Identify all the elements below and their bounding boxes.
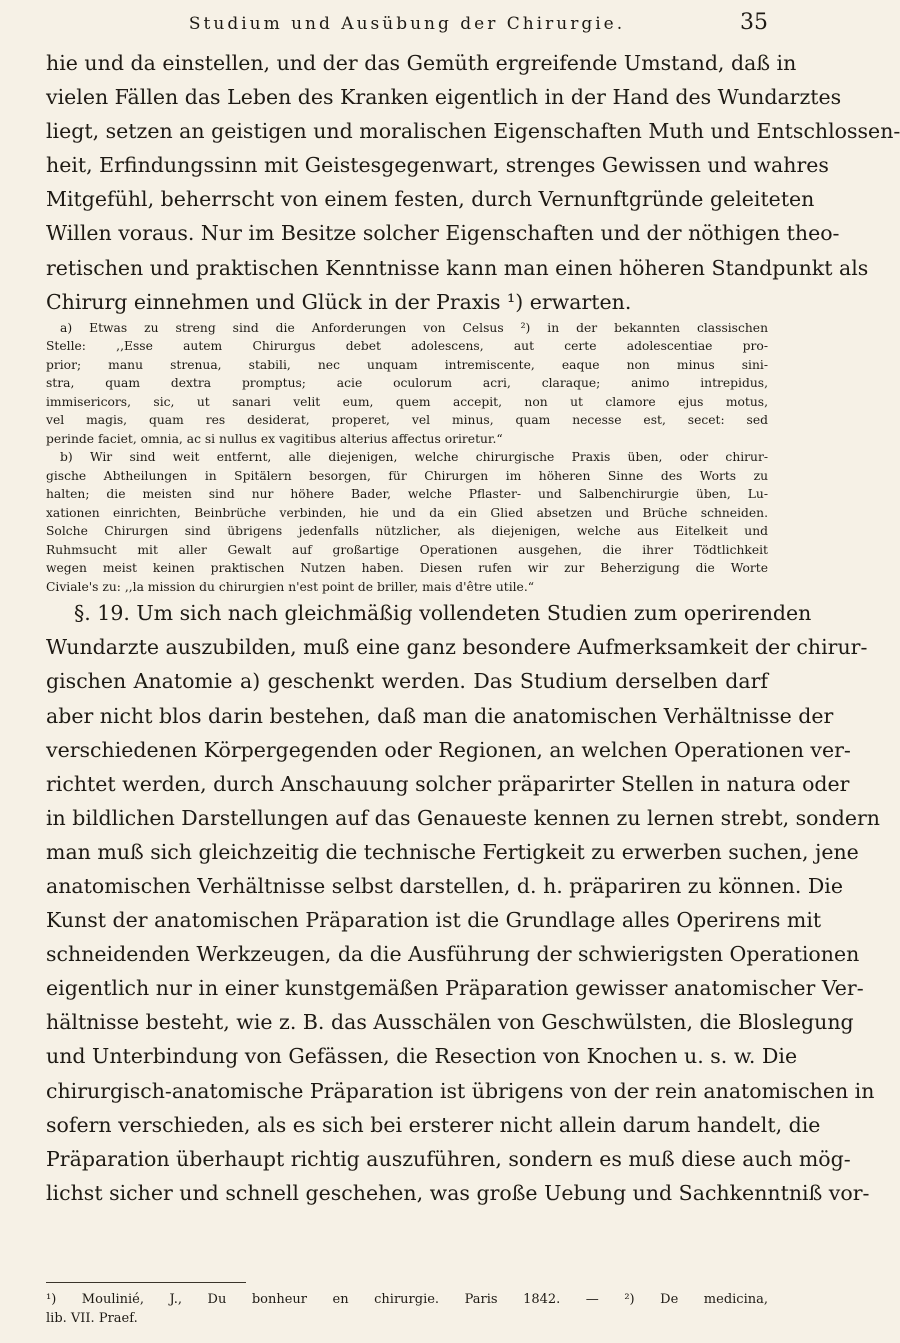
text-line: hältnisse besteht, wie z. B. das Ausschälen von Geschwülsten, die Bloslegung <box>46 1010 854 1035</box>
running-header <box>46 10 768 40</box>
text-line: heit, Erfindungssinn mit Geistesgegenwart, strenges Gewissen und wahres <box>46 153 829 178</box>
note-line: vel magis, quam res desiderat, properet, vel minus, quam necesse est, secet: sed <box>46 413 768 428</box>
text-line: eigentlich nur in einer kunstgemäßen Präparation gewisser anatomischer Ver- <box>46 976 864 1001</box>
text-line: Präparation überhaupt richtig auszuführen, sondern es muß diese auch mög- <box>46 1146 851 1171</box>
note-line: Civiale's zu: ,,la mission du chirurgien n'est point de briller, mais d'être utile.“ <box>46 579 535 594</box>
note-line: halten; die meisten sind nur höhere Bader, welche Pflaster- und Salbenchirurgie üben, Lu- <box>46 487 768 502</box>
note-line: wegen meist keinen praktischen Nutzen haben. Diesen rufen wir zur Beherzigung die Worte <box>46 561 768 576</box>
note-line: b) Wir sind weit entfernt, alle diejenigen, welche chirurgische Praxis üben, oder chirur- <box>60 450 768 465</box>
text-line: Willen voraus. Nur im Besitze solcher Eigenschaften und der nöthigen theo- <box>46 221 840 246</box>
text-line: Wundarzte auszubilden, muß eine ganz besondere Aufmerksamkeit der chirur- <box>46 635 868 660</box>
text-line: in bildlichen Darstellungen auf das Genaueste kennen zu lernen strebt, sondern <box>46 805 880 830</box>
text-line: §. 19. Um sich nach gleichmäßig vollendeten Studien zum operirenden <box>74 601 812 626</box>
note-line: Ruhmsucht mit aller Gewalt auf großartige Operationen ausgehen, die ihrer Tödtlichkeit <box>46 542 768 557</box>
note-line: perinde faciet, omnia, ac si nullus ex vagitibus alterius affectus oriretur.“ <box>46 431 503 446</box>
text-line: gischen Anatomie a) geschenkt werden. Das Studium derselben darf <box>46 669 768 694</box>
text-line: lichst sicher und schnell geschehen, was große Uebung und Sachkenntniß vor- <box>46 1180 870 1205</box>
note-line: a) Etwas zu streng sind die Anforderungen von Celsus ²) in der bekannten classischen <box>60 320 768 335</box>
footnote-line: ¹) Moulinié, J., Du bonheur en chirurgie. Paris 1842. — ²) De medicina, <box>46 1292 768 1307</box>
text-line: chirurgisch-anatomische Präparation ist übrigens von der rein anatomischen in <box>46 1078 875 1103</box>
footnote-line: lib. VII. Praef. <box>46 1311 138 1326</box>
text-line: verschiedenen Körpergegenden oder Regionen, an welchen Operationen ver- <box>46 737 851 762</box>
section-19-paragraph <box>46 596 880 1210</box>
page-body <box>46 46 900 1210</box>
text-line: retischen und praktischen Kenntnisse kann man einen höheren Standpunkt als <box>46 255 869 280</box>
note-b <box>46 448 768 596</box>
note-a <box>46 319 768 449</box>
text-line: Chirurg einnehmen und Glück in der Praxis ¹) erwarten. <box>46 289 632 314</box>
note-line: Stelle: ,,Esse autem Chirurgus debet adolescens, aut certe adolescentiae pro- <box>46 339 768 354</box>
text-line: sofern verschieden, als es sich bei ersterer nicht allein darum handelt, die <box>46 1112 821 1137</box>
page-number: 35 <box>740 10 768 35</box>
text-line: vielen Fällen das Leben des Kranken eigentlich in der Hand des Wundarztes <box>46 85 842 110</box>
footnote-divider <box>46 1282 246 1283</box>
text-line: aber nicht blos darin bestehen, daß man die anatomischen Verhältnisse der <box>46 703 834 728</box>
text-line: schneidenden Werkzeugen, da die Ausführung der schwierigsten Operationen <box>46 942 860 967</box>
main-paragraph <box>46 46 900 319</box>
note-line: xationen einrichten, Beinbrüche verbinden, hie und da ein Glied absetzen und Brüche schneiden. <box>46 505 768 520</box>
text-line: anatomischen Verhältnisse selbst darstellen, d. h. präpariren zu können. Die <box>46 874 843 898</box>
text-line: und Unterbindung von Gefässen, die Resection von Knochen u. s. w. Die <box>46 1044 798 1069</box>
note-line: immisericors, sic, ut sanari velit eum, quem accepit, non ut clamore ejus motus, <box>46 394 768 409</box>
text-line: man muß sich gleichzeitig die technische Fertigkeit zu erwerben suchen, jene <box>46 839 859 864</box>
note-line: prior; manu strenua, stabili, nec unquam intremiscente, eaque non minus sini- <box>46 357 768 372</box>
text-line: Mitgefühl, beherrscht von einem festen, durch Vernunftgründe geleiteten <box>46 187 815 212</box>
note-line: stra, quam dextra promptus; acie oculorum acri, claraque; animo intrepidus, <box>46 376 768 391</box>
text-line: Kunst der anatomischen Präparation ist die Grundlage alles Operirens mit <box>46 908 822 933</box>
note-line: gische Abtheilungen in Spitälern besorgen, für Chirurgen im höheren Sinne des Worts zu <box>46 468 768 483</box>
text-line: richtet werden, durch Anschauung solcher präparirter Stellen in natura oder <box>46 771 850 796</box>
running-title: Studium und Ausübung der Chirurgie. <box>188 14 626 34</box>
footnotes <box>46 1290 768 1328</box>
text-line: liegt, setzen an geistigen und moralischen Eigenschaften Muth und Entschlossen- <box>46 119 900 144</box>
note-line: Solche Chirurgen sind übrigens jedenfalls nützlicher, als diejenigen, welche aus Eitelkeit und <box>46 524 768 539</box>
text-line: hie und da einstellen, und der das Gemüth ergreifende Umstand, daß in <box>46 51 797 75</box>
